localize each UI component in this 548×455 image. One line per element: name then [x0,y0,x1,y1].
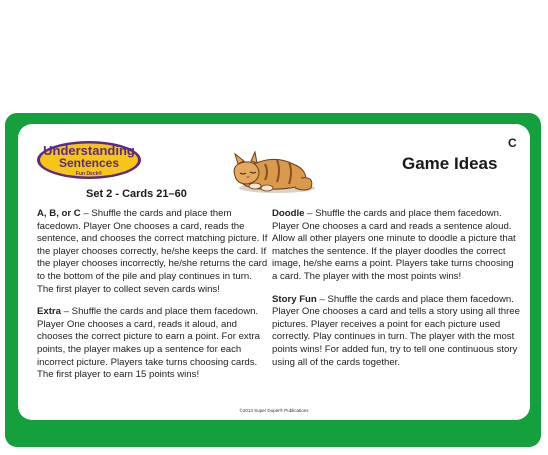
svg-text:Understanding: Understanding [43,143,135,158]
left-column [37,208,269,392]
rule-body: – Shuffle the cards and place them facedown. Player One chooses a card, reads the sentence, and chooses the correct matching picture. If the player chooses correctly, he/she keeps the card. If the player chooses incorrectly, he/she returns the card to the bottom of the pile and play continues in turn. The first player to collect seven cards wins! [37,208,268,295]
understanding-sentences-logo [36,140,142,180]
rule-heading: Doodle [272,208,305,219]
game-rule-story-fun [272,294,520,370]
right-column [272,208,520,379]
svg-text:Sentences: Sentences [58,156,120,170]
card-subtitle: Set 2 - Cards 21–60 [86,188,187,200]
copyright-footer: ©2013 Super Duper® Publications [239,408,309,413]
card-title: Game Ideas [402,154,498,173]
svg-text:Fun Deck®: Fun Deck® [75,171,103,177]
game-rule-doodle [272,208,520,284]
rule-heading: Extra [37,306,61,318]
game-rule-extra [37,306,269,382]
rule-body: – Shuffle the cards and place them facedown. Player One chooses a card, reads it aloud, and chooses the correct picture to earn a point. For extra points, the player makes up a sentence for each incorrect picture. Players take turns choosing cards. The first player to earn 15 points wins! [37,306,260,381]
rule-body: – Shuffle the cards and place them facedown. Player One chooses a card and reads a sentence aloud. Allow all other players one minute to doodle a picture that matches the sentence. If the player doodles the correct image, he/she earns a point. Players take turns choosing a card. The player with the most points wins! [272,208,516,282]
rule-heading: Story Fun [272,293,317,305]
card-corner-letter: C [508,136,517,150]
game-rule-abc [37,208,269,296]
rule-body: – Shuffle the cards and place them facedown. Player One chooses a card and tells a story using all three pictures. Player receives a point for each picture used correctly. Play continues in turn. The player with the most points wins! For added fun, try to tell one continuous story using all of the cards together. [272,293,520,368]
sleeping-kitten-illustration [225,148,317,196]
rule-heading: A, B, or C [37,208,81,219]
